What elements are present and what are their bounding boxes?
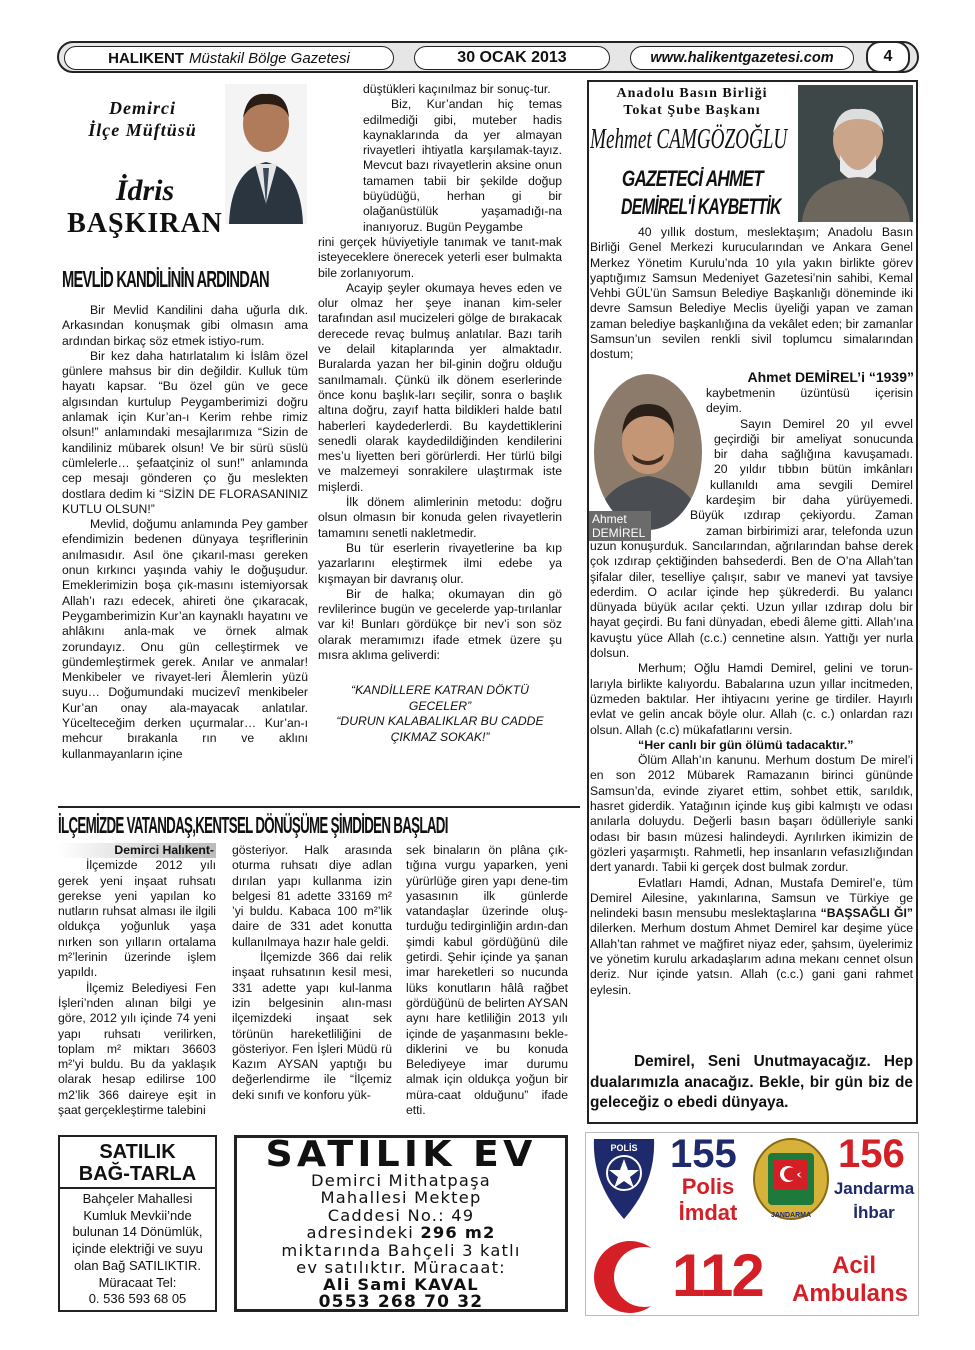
- ev-ad-line-2: Mahallesi Mektep: [320, 1188, 482, 1208]
- ahmet-name-line: Ahmet DEMİREL’i “1939”: [747, 369, 914, 385]
- bag-ad-line-5: olan Bağ SATILIKTIR.: [74, 1257, 201, 1273]
- ahmet-body-1: uzun konuşurduk. Sancılarından, ağrılarından bahse derek çok ızdırap çektiğinden bahsederdi. Ben de O’na Allah’tan şifalar diler, teselliye çalışır, sabır ve manevi yat tavsiye ederdim. O acılar içinde hep şükrederdi. Bu yalancı dünyada büyük acılar çekti. Uzun yıllar ızdırap dolu bir hayat geçirdi. Bu fani dünyadan, ebedi âleme gitti. Allah’ına kavuştu yüce Allah (c.c.) cennetine alsın. Yattığı yer nurla dolsun.: [590, 539, 913, 661]
- page-number-badge: [866, 41, 910, 73]
- ahmet-headline-1: GAZETECİ AHMET: [621, 166, 763, 191]
- bag-ad-line-2: Kumluk Mevkii’nde: [83, 1207, 192, 1223]
- kentsel-col1: [58, 843, 216, 1118]
- ahmet-headline-2-wrap: [590, 194, 796, 220]
- ev-ad-line-4: [237, 1224, 565, 1241]
- jandarma-number: 156: [838, 1132, 905, 1176]
- author-last-name: BAŞKIRAN: [67, 208, 223, 239]
- bag-ad-divider: [60, 1187, 215, 1189]
- ev-ad-line-4a: adresindeki: [306, 1223, 421, 1243]
- bag-ad-line-4: içinde elektriği ve suyu: [72, 1241, 203, 1257]
- ev-ad-line-3: Caddesi No.: 49: [327, 1205, 475, 1225]
- kentsel-col3-p1: sek binaların ön plâna çık-tığına vurgu yaparken, yeni yürürlüğe giren yapı dene-tim yasasının ilk günlerde vatandaşlar üzerinde oluş-turduğu tedirginliğin ardın-dan şimdi kabul gördüğünü dile getirdi. Şehir içinde ya şanan imar hareketleri so nucunda lüks konutların hâlâ rağbet gördüğünü de belirten AYSAN aynı hare ketliliğin 2013 yılı içinde de yaşanmasını beklediklerini ve bu konuda Belediyeye imar durumu almak için oldukça yoğun bir müra-caat olduğunu” ifade etti.: [406, 843, 568, 1118]
- page-number: 4: [883, 48, 893, 65]
- date-pill: [414, 46, 610, 70]
- ev-ad-title: SATILIK EV: [265, 1134, 537, 1175]
- kentsel-col2-p1: gösteriyor. Halk arasında oturma ruhsatı diye adlan dırılan yapı kullanma izin belgesi 81 adette 33169 m² ’yi buldu. Kabaca 100 m²’lik daire de 331 adet konutta kullanılmaya hazır hale geldi.: [232, 843, 392, 949]
- police-label-1: Polis: [681, 1174, 735, 1199]
- mevlid-col2-p1b: rini gerçek hüviyetiyle tanımak ve tanıt-mak isteyeceklere önerecek yeterli eser bulmakta bile zorlanıyorum.: [318, 234, 562, 280]
- wrap-line-7: kullanıldı ama sevgili Demirel: [710, 477, 913, 492]
- ev-ad-contact: Ali Sami KAVAL: [323, 1275, 479, 1295]
- mevlid-col2-p1: Biz, Kur’andan hiç temas edilmediği gibi, muteber hadis kaynaklarında da yer almayan rivayetleri ihtiyatla karşılamak-tayız. Mevcut bazı rivayetlerin aksine onun tamamen tabii bir şekilde doğup büyüdüğü, herhan gi bir olağanüstülük yaşamadığı-na inanıyoruz. Bugün Peygambe: [363, 97, 562, 234]
- ahmet-body-4-bold: “BAŞSAĞLI ĞI”: [820, 906, 913, 921]
- bag-ad-phone: 0. 536 593 68 05: [88, 1291, 187, 1307]
- author-portrait: [225, 84, 307, 224]
- mevlid-col2: [318, 82, 562, 745]
- bag-ad-line-6: Müracaat Tel:: [98, 1274, 177, 1290]
- ahmet-wrap-text: [590, 386, 913, 539]
- ahmet-author: Mehmet CAMGÖZOĞLU: [590, 123, 788, 155]
- bag-tarla-ad: [58, 1135, 217, 1312]
- ahmet-body-3: Ölüm Allah’ın kanunu. Merhum dostum De mirel’i en son 2012 Mübarek Ramazanın birinci gününde Samsun’da, evinde ziyaret ettim, sohbet ettik, sarıldık, hasret giderdik. Yatağının içinde kuş gibi kalmıştı ve odası anılarla doluydu. Değerli basın başarı ödülleriyle sanki odası bir basın müzesi halindeydi. Ayrılırken ikimizin de gözleri yaşarmıştı. Rahmetli, hep insanların vefasızlığından dert yanardı. Tabii ki gerçek dost bulmak zordur.: [590, 753, 913, 875]
- emergency-numbers-panel: [585, 1132, 919, 1316]
- mevlid-headline-wrap: [62, 266, 308, 300]
- wrap-line-5: bir daha sağlığına kavuşamadı.: [714, 447, 913, 462]
- ev-ad-area: 296 m2: [420, 1223, 496, 1243]
- ahmet-author-wrap: [590, 123, 795, 161]
- photo-caption-1: Ahmet: [592, 512, 627, 526]
- wrap-line-6: 20 yıldır tıbbın bütün imkânları: [714, 462, 913, 477]
- kentsel-byline: Demirci Halıkent-: [58, 843, 216, 858]
- author-photo-camgozoglu: [798, 85, 913, 222]
- wrap-line-9: Büyük ızdırap çekiyordu. Zaman: [690, 508, 913, 523]
- jandarma-label-1: Jandarma: [833, 1179, 915, 1198]
- paper-name: HALIKENT: [108, 49, 184, 67]
- issue-date: 30 OCAK 2013: [457, 49, 567, 66]
- ambulance-label-1: Acil: [831, 1252, 876, 1279]
- kentsel-col2: [232, 843, 392, 1103]
- kentsel-headline-wrap: [58, 812, 580, 844]
- ahmet-headline-1-wrap: [592, 166, 792, 192]
- kentsel-headline: İLÇEMİZDE VATANDAŞ,KENTSEL DÖNÜŞÜME ŞİMDİDEN BAŞLADI: [58, 812, 448, 838]
- mevlid-verse: [318, 683, 562, 745]
- mevlid-col1-p3: Mevlid, doğumu anlamında Pey gamber efendimizin bedenen dünyaya teşriflerinin anılmasıdır. Asıl öne çıkarıl-ması gereken onun kırkıncı yaşında vahiy le doğuşudur. Emeklerimizin boşa çık-masını istemiyorsak Allah’ı razı edecek, ahireti öne çıkaracak, Peygamberimizin Kur’an kaynaklı hayatını ve ahlâkını anla-mak ve örnek almak zorundayız. Onu gün celleştirmek ve gündemleştirmek gerek. Anılar ve anmalar! Menkibeler ve rivayet-leri Âlemlerin yüzü suyu… Doğumundaki mucizevî menkibeler Kur’an onay ala-mayacak anlatılar. Yücelteceğim derken uçurmalar… Kur’an-ı mehcur bırakanla rın ve aklını kullanmayanların içine: [62, 517, 308, 761]
- ev-ad-line-6: ev satılıktır. Müracaat:: [296, 1258, 506, 1278]
- ahmet-body-4a: Evlatları Hamdi, Adnan, Mustafa Demirel’e, tüm Demirel Ailesine, yakınlarına, Samsun ve Türkiye ge nelindeki basın mensubu meslektaşlarına: [590, 875, 913, 921]
- ahmet-body-2: Merhum; Oğlu Hamdi Demirel, gelini ve torun-larıyla birlikte kalıyordu. Babalarına uzun yıllar incitmeden, üzmeden baktılar. Her ihtiyacını yerine ge tirdiler. Hayırlı evlat ve gelin ancak böyle olur. Allah (c. c.) onlardan razı olsun. Allah (c.c) mükafatlarını versin.: [590, 661, 913, 737]
- ev-ad-line-1: Demirci Mithatpaşa: [311, 1171, 491, 1190]
- ambulance-number: 112: [672, 1242, 763, 1309]
- website-pill: [630, 46, 854, 70]
- wrap-line-2: deyim.: [706, 401, 742, 416]
- website-link[interactable]: www.halikentgazetesi.com: [650, 50, 834, 66]
- ev-ad-line-5: miktarında Bahçeli 3 katlı: [281, 1240, 521, 1260]
- ev-ad-phone: 0553 268 70 32: [318, 1291, 484, 1312]
- wrap-line-4: geçirdiği bir ameliyat sonucunda: [714, 431, 913, 446]
- mevlid-col1: [62, 303, 308, 762]
- ahmet-intro: 40 yıllık dostum, meslektaşım; Anadolu Basın Birliği Genel Merkezi kurucularından ve Ankara Genel Merkez Yönetim Kurulu’nda 10 yıla yakın birlikte görev yaptığımız Samsun Medeniyet Gazetesi’nin sahibi, Kemal Vehbi GÜL’ün Samsun Belediye Başkanlığı döneminde iki devre Samsun Belediye Meclis üyeliği yapan ve zaman zaman belediye başkanlığına da vekâlet eden; bir zamanlar Samsun’un sevilen renkli sivil toplumcu simalarından dostum;: [590, 225, 913, 362]
- author-first-name: İdris: [115, 174, 175, 207]
- wrap-line-10: zaman birbirimizi arar, telefonda uzun: [706, 523, 913, 538]
- mufti-byline-box: [60, 82, 308, 290]
- kentsel-col3: [406, 843, 568, 1118]
- verse-line-3: “DURUN KALABALIKLAR BU CADDE: [336, 714, 544, 729]
- bag-ad-title-2: BAĞ-TARLA: [78, 1163, 197, 1185]
- mevlid-col1-p1: Bir Mevlid Kandilini daha uğurla dık. Arkasından konuşmak gibi olmasın ama ardından birkaç söz etmek istiyo-rum.: [62, 303, 308, 348]
- mevlid-col1-p2: Bir kez daha hatırlatalım ki İslâm özel günlere mahsus bir din değildir. Kulluk tüm hayatı kapsar. “Bu özel gün ve gece algısından kurtulup Peygamberimizi doğru anlamak için Kur’an-ı Kerim rehbe rimiz olsun!” anlamındaki mesajlarımıza “Sizin de kandiliniz mübarek olsun! Ve bir sürü süslü cümlelerle… şefaatçiniz ol sun!” anlamında cep mesajı gönderen ço ğu meslekten dostlara dedim ki “SİZİN DE FLORASANINIZ KUTLU OLSUN!”: [62, 348, 308, 516]
- wrap-line-3: Sayın Demirel 20 yıl evvel: [740, 416, 913, 431]
- kentsel-col1-p1: İlçemizde 2012 yılı gerek yeni inşaat ruhsatı gerekse yeni yapılan ko nutların ruhsat alması ile ilgili oldukça yoğunluk yaşa nırken son yılların ortalama m²’lerinin üzerinde işlem yapıldı.: [58, 858, 216, 980]
- verse-line-4: ÇIKMAZ SOKAK!”: [390, 729, 490, 744]
- paper-name-pill: [64, 46, 394, 70]
- ahmet-intro-block: [590, 225, 913, 363]
- ahmet-headline-2: DEMİREL'İ KAYBETTİK: [621, 194, 781, 219]
- bag-ad-line-3: bulunan 14 Dönümlük,: [72, 1224, 203, 1240]
- kentsel-col2-p2: İlçemizde 366 dai relik inşaat ruhsatının kesil mesi, 331 adette yapı kul-lanma izin belgesinin alın-ması ilçemizdeki inşaat sek törünün hareketliliğini de gösteriyor. Fen İşleri Müdü rü Kazım AYSAN yaptığı bu değerlendirme ile “İlçemiz deki sınıfı ve konforu yük-: [232, 950, 392, 1102]
- jandarma-label-2: İhbar: [853, 1203, 895, 1222]
- author-role-2: İlçe Müftüsü: [88, 120, 197, 140]
- mevlid-col2-p5: Bir de halka; okumayan din gö revlilerince bugün ve gecelerde yap-tırılanlar var ki! Bunları gördükçe bir nev’i son söz olarak meramımızı ifade etmek üzere şu mısra aklıma geliverdi:: [318, 586, 562, 662]
- jandarma-badge-icon: [752, 1137, 830, 1221]
- paper-subtitle: Müstakil Bölge Gazetesi: [188, 49, 350, 67]
- police-number: 155: [670, 1132, 737, 1176]
- mevlid-col2-p3: İlk dönem alimlerinin metodu: doğru olsun olmasın bir konuda gelen rivayetlerin tamamını senetli nakletmedir.: [318, 495, 562, 540]
- author-role-1: Demirci: [109, 98, 176, 118]
- ahmet-quote: “Her canlı bir gün ölümü tadacaktır.”: [638, 737, 854, 752]
- bag-ad-title-1: SATILIK: [99, 1141, 176, 1163]
- bag-ad-line-1: Bahçeler Mahallesi: [82, 1191, 193, 1206]
- ahmet-body-4: [590, 876, 913, 998]
- section-divider: [58, 806, 580, 808]
- photo-caption-2: DEMİREL: [592, 526, 646, 540]
- verse-line-2: GECELER”: [408, 698, 472, 713]
- ahmet-closing: Demirel, Seni Unutmayacağız. Hep dualarımızla anacağız. Bekle, bir gün biz de geleceğiz o ebedi dünyaya.: [590, 1053, 913, 1111]
- crescent-icon: [588, 1239, 684, 1315]
- mevlid-col2-p2: Acayip şeyler okumaya heves eden ve olur olmaz her şeye inanan kim-seler tarafından asıl mucizeleri gölge de bırakacak derecede revaç bulmuş anlatılar. Bazı tarih ve delail kitaplarında yer almaktadır. Buralarda yazan her bil-ginin doğru olduğu sanılmamalı. Çünkü ilk dönem eserlerinde önce konu başlık-ları seçilir, sonra o başlık altına doğru, zayıf hatta bildikleri halde batıl haberleri kaydederlerdi. Bu kaydettiklerini senedli olarak kaydedildiğinden kendilerini mes’u liyetten beri görürlerdi. Her türlü bilgi ve malzemeyi sonrakilere ulaştırmak iste mişlerdi.: [318, 280, 562, 494]
- ahmet-body-4b: dilerken. Merhum dostum Ahmet Demirel kar deşime yüce Allah’tan rahmet ve mağfiret niyaz eder, şahsım, üyelerimiz ve yönetim kurulu arkadaşlarım adına mekanı cennet olsun deriz. Nur içinde yatsın. Allah (c.c.) gani gani rahmet eylesin.: [590, 921, 913, 997]
- police-label-2: İmdat: [678, 1200, 738, 1225]
- police-badge-icon: [588, 1135, 660, 1221]
- wrap-line-1: kaybetmenin üzüntüsü içerisin: [706, 386, 913, 400]
- kentsel-col1-p2: İlçemiz Belediyesi Fen İşleri’nden alınan bilgi ye göre, 2012 yılı içinde 74 yeni yapı ruhsatı verilirken, toplam m² miktarı 36603 m²’yi buldu. Bu da yaklaşık olarak hesap edilirse 100 m2’lik 366 daireye eşit in şaat gerçekleştirme talebini: [58, 980, 216, 1118]
- police-badge-text: POLİS: [610, 1143, 638, 1153]
- ahmet-org-line-1: Anadolu Basın Birliği: [616, 86, 768, 101]
- mevlid-col2-top: düştükleri kaçınılmaz bir sonuç-tur.: [363, 82, 551, 96]
- ahmet-org-line-2: Tokat Şube Başkanı: [623, 103, 761, 118]
- wrap-line-8: kardeşim bir daha yürüyemedi.: [706, 493, 913, 508]
- satilik-ev-ad: [234, 1135, 568, 1312]
- jandarma-badge-text: JANDARMA: [770, 1212, 812, 1219]
- mevlid-headline: MEVLİD KANDİLİNİN ARDINDAN: [62, 266, 269, 292]
- mevlid-col2-p4: Bu tür eserlerin rivayetlerine ba kıp yazarlarını eleştirmek ilmi edebe ya kışmayan bir davranış olur.: [318, 540, 562, 586]
- verse-line-1: “KANDİLLERE KATRAN DÖKTÜ: [351, 683, 529, 698]
- ambulance-label-2: Ambulans: [791, 1280, 908, 1307]
- ahmet-body: [590, 539, 913, 998]
